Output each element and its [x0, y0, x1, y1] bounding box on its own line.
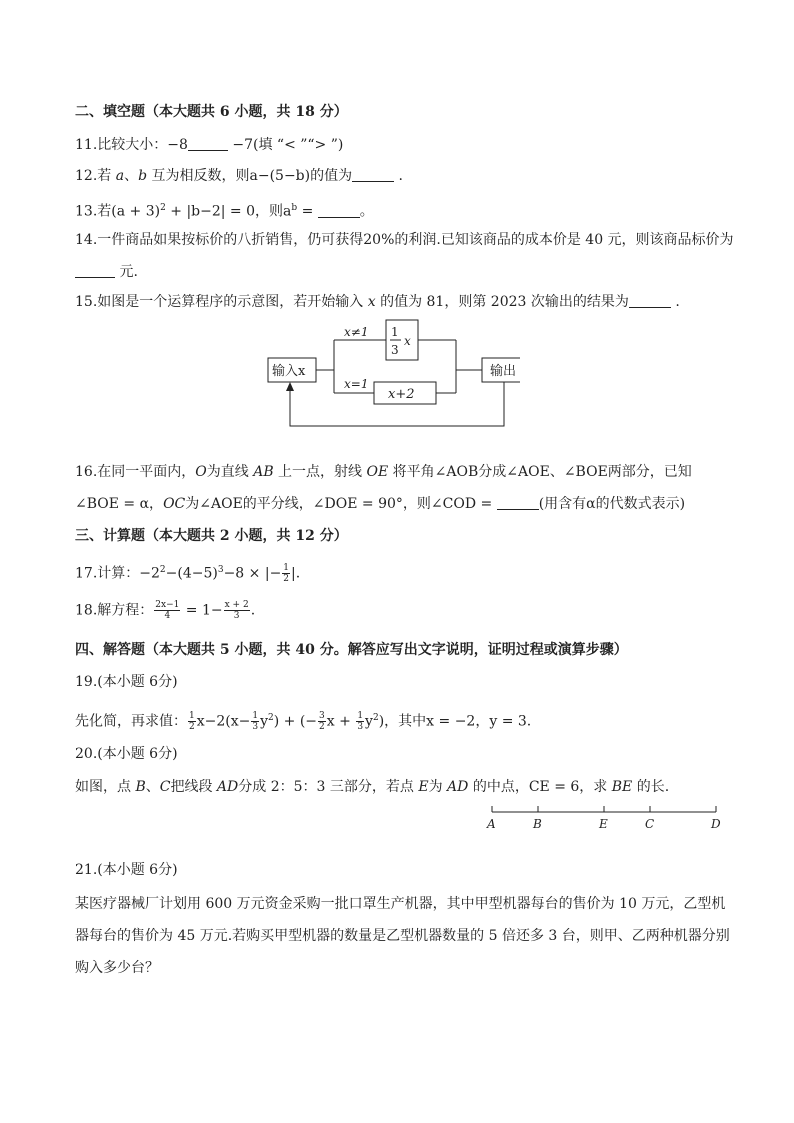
label-b: B	[533, 817, 542, 831]
condition-not-one: x≠1	[344, 325, 369, 339]
section-2-title: 二、填空题（本大题共 6 小题，共 18 分）	[75, 104, 348, 120]
question-13: 13.若$(a + 3)^2 + |b-2| = 0$，则$a^b$ = 。	[75, 203, 374, 220]
fraction-variable: x	[404, 334, 411, 348]
label-c: C	[645, 817, 655, 831]
question-21-header: 21.(本小题 6分)	[75, 862, 178, 878]
section-3-title: 三、计算题（本大题共 2 小题，共 12 分）	[75, 528, 348, 544]
question-21-line-3: 购入多少台？	[75, 960, 159, 976]
question-16-line-1: 16.在同一平面内，O为直线 AB 上一点，射线 OE 将平角∠AOB分成∠AOE、∠BOE两部分，已知	[75, 464, 692, 480]
answer-blank	[75, 263, 115, 278]
question-20-header: 20.(本小题 6分)	[75, 746, 178, 762]
question-21-line-2: 器每台的售价为 45 万元.若购买甲型机器的数量是乙型机器数量的 5 倍还多 3 台，则甲、乙两种机器分别	[75, 928, 730, 944]
fraction-denominator: 3	[391, 343, 399, 357]
question-16-line-2: ∠BOE = α，OC为∠AOE的平分线，∠DOE = 90°，则∠COD = (用含有α的代数式表示)	[75, 496, 686, 512]
feedback-arrow-head	[286, 382, 294, 391]
input-label: 输入x	[272, 364, 306, 379]
question-14-line-2: 元.	[75, 262, 138, 282]
answer-blank	[497, 495, 539, 510]
operation-flowchart	[260, 318, 520, 433]
question-19-header: 19.(本小题 6分)	[75, 674, 178, 690]
question-14-line-1: 14.一件商品如果按标价的八折销售，仍可获得20%的利润.已知该商品的成本价是 40 元，则该商品标价为	[75, 232, 734, 248]
answer-blank	[629, 293, 671, 308]
question-11: 11.比较大小：−8 −7(填 “< ”“> ”)	[75, 137, 344, 153]
answer-blank	[188, 136, 228, 151]
fraction-left: $\frac{2x-1}{4}$	[155, 600, 180, 621]
question-21-line-1: 某医疗器械厂计划用 600 万元资金采购一批口罩生产机器，其中甲型机器每台的售价为 10 万元，乙型机	[75, 896, 726, 912]
fraction-right: $\frac{x + 2}{3}$	[224, 600, 249, 621]
label-d: D	[711, 817, 721, 831]
label-e: E	[599, 817, 608, 831]
question-20-body: 如图，点 B、C把线段 AD分成 2：5：3 三部分，若点 E为 AD 的中点，CE = 6，求 BE 的长.	[75, 779, 670, 795]
section-4-title: 四、解答题（本大题共 5 小题，共 40 分。解答应写出文字说明，证明过程或演算步骤）	[75, 642, 628, 658]
fraction-numerator: 1	[391, 325, 399, 339]
question-17: 17.计算：$-2^2-(4-5)^3-8$ × |− $\frac{1}{2}$ |.	[75, 563, 301, 585]
segment-diagram	[484, 800, 724, 834]
output-label: 输出	[490, 364, 517, 379]
question-15: 15.如图是一个运算程序的示意图，若开始输入 x 的值为 81，则第 2023 次输出的结果为 .	[75, 294, 680, 310]
add-two-label: x+2	[388, 387, 415, 402]
label-a: A	[487, 817, 496, 831]
question-12: 12.若 a、b 互为相反数，则a−(5−b)的值为 .	[75, 168, 404, 184]
question-18: 18.解方程： $\frac{2x-1}{4}$ = 1− $\frac{x + 2}{3}$ .	[75, 600, 256, 621]
question-19-body: 先化简，再求值： $\frac{1}{2}$ x−2(x− $\frac{1}{3}$ $y^2$) + (− $\frac{3}{2}$ x + $\frac{1}{3}$ $y^2$)，其中x = −2，y = 3.	[75, 711, 532, 733]
condition-equals-one: x=1	[344, 377, 369, 391]
answer-blank	[318, 203, 360, 218]
fraction-one-half: $\frac{1}{2}$	[283, 563, 290, 585]
answer-blank	[352, 167, 394, 182]
